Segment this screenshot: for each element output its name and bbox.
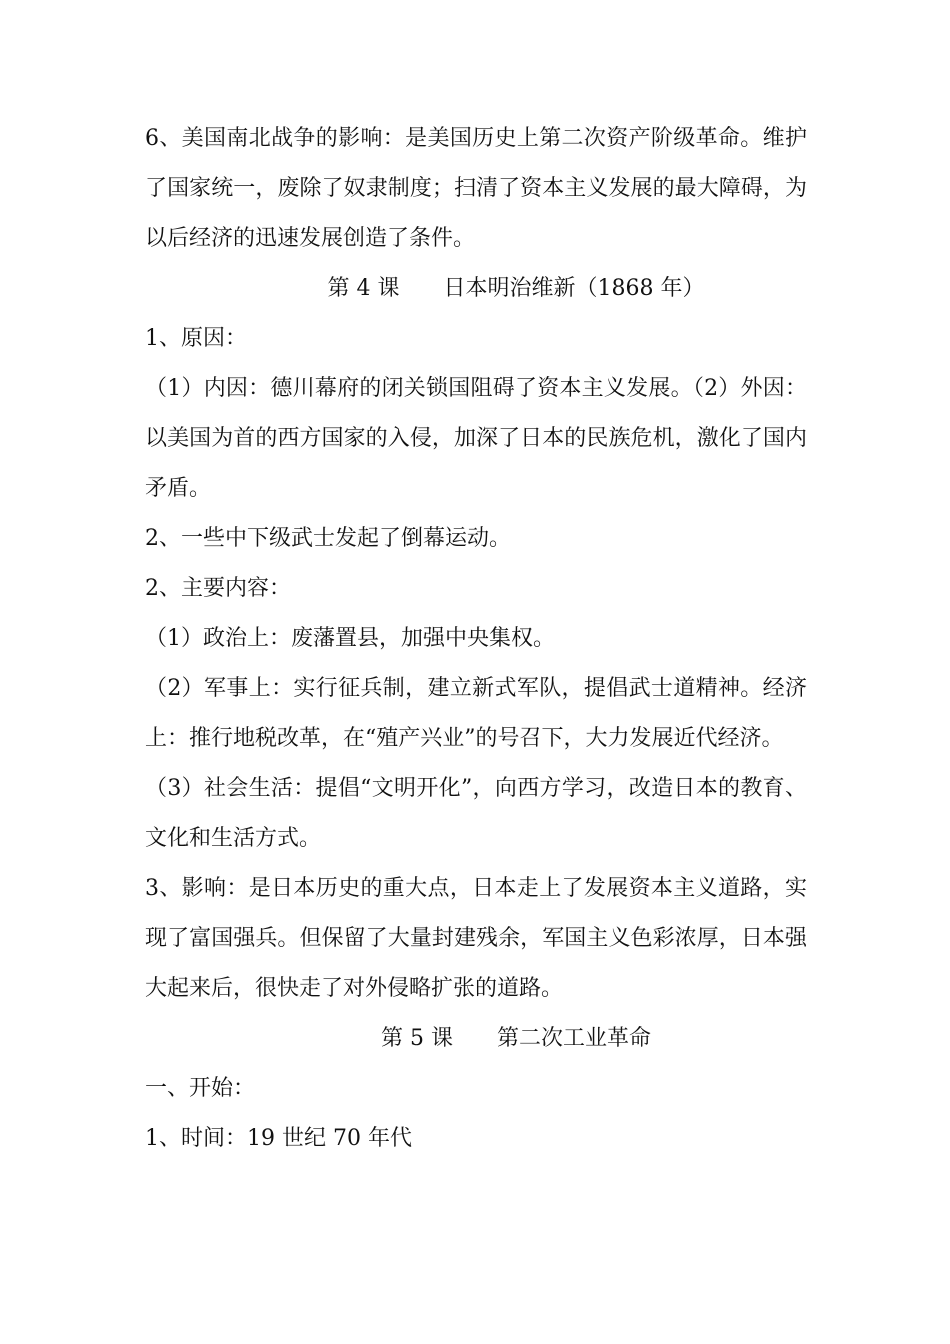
paragraph-main-content-title: 2、主要内容：	[145, 576, 291, 601]
lesson-5-heading: 第 5 课 第二次工业革命	[381, 1026, 651, 1051]
paragraph-military-economy: （2）军事上：实行征兵制，建立新式军队，提倡武士道精神。经济上：推行地税改革，在“殖产兴业”的号召下，大力发展近代经济。	[145, 676, 807, 751]
paragraph-politics: （1）政治上：废藩置县，加强中央集权。	[145, 626, 555, 651]
paragraph-civil-war-impact: 6、美国南北战争的影响：是美国历史上第二次资产阶级革命。维护了国家统一，废除了奴隶制度；扫清了资本主义发展的最大障碍，为以后经济的迅速发展创造了条件。	[145, 126, 807, 251]
paragraph-samurai-movement: 2、一些中下级武士发起了倒幕运动。	[145, 526, 511, 551]
paragraph-social-life: （3）社会生活：提倡“文明开化”，向西方学习，改造日本的教育、文化和生活方式。	[145, 776, 807, 851]
paragraph-meiji-impact: 3、影响：是日本历史的重大点，日本走上了发展资本主义道路，实现了富国强兵。但保留了大量封建残余，军国主义色彩浓厚，日本强大起来后，很快走了对外侵略扩张的道路。	[145, 876, 807, 1001]
document-body	[145, 114, 807, 1164]
lesson-4-heading: 第 4 课 日本明治维新（1868 年）	[327, 276, 705, 301]
paragraph-beginning-title: 一、开始：	[145, 1076, 256, 1101]
paragraph-causes-detail: （1）内因：德川幕府的闭关锁国阻碍了资本主义发展。（2）外因：以美国为首的西方国家的入侵，加深了日本的民族危机，激化了国内矛盾。	[145, 376, 807, 501]
paragraph-causes-title: 1、原因：	[145, 326, 247, 351]
paragraph-time: 1、时间：19 世纪 70 年代	[145, 1126, 412, 1151]
